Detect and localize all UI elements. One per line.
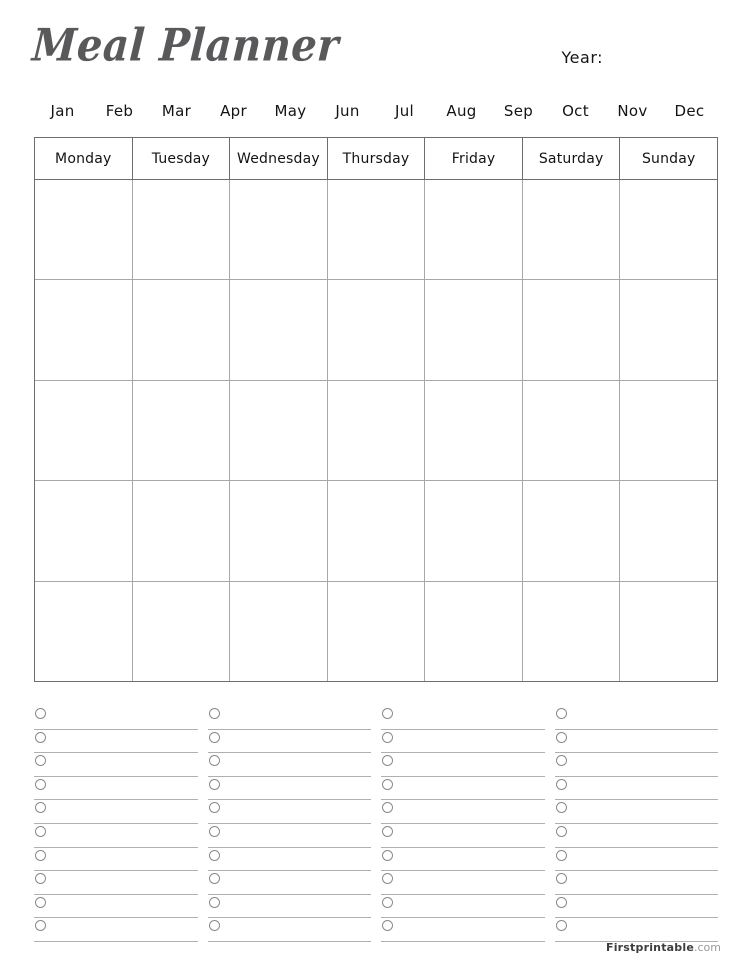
checklist-row	[208, 753, 372, 777]
checklist-row	[208, 871, 372, 895]
checklist-row	[555, 706, 719, 730]
month-jul[interactable]: Jul	[395, 102, 414, 120]
checklist-row	[381, 753, 545, 777]
calendar-day-cell[interactable]	[523, 280, 621, 379]
checkbox-circle-icon[interactable]	[556, 873, 567, 884]
checklist-item-text[interactable]	[401, 848, 545, 862]
page-title: Meal Planner	[30, 19, 341, 72]
calendar-day-cell[interactable]	[133, 180, 231, 279]
checklist-row	[208, 730, 372, 754]
checklist-row	[381, 824, 545, 848]
checkbox-circle-icon[interactable]	[382, 850, 393, 861]
checklist-area	[34, 706, 718, 942]
checklist-row	[34, 730, 198, 754]
checklist-item-text[interactable]	[54, 800, 198, 814]
checklist-item-text[interactable]	[54, 706, 198, 720]
checklist-row	[555, 918, 719, 942]
calendar-day-cell[interactable]	[620, 280, 717, 379]
checklist-item-text[interactable]	[54, 848, 198, 862]
month-jun[interactable]: Jun	[335, 102, 360, 120]
checkbox-circle-icon[interactable]	[209, 755, 220, 766]
checklist-column	[555, 706, 719, 942]
checklist-row	[381, 777, 545, 801]
checkbox-circle-icon[interactable]	[556, 732, 567, 743]
checklist-row	[555, 824, 719, 848]
weekday-header-monday: Monday	[35, 138, 133, 179]
checklist-column	[381, 706, 545, 942]
checkbox-circle-icon[interactable]	[35, 920, 46, 931]
checkbox-circle-icon[interactable]	[209, 732, 220, 743]
calendar-day-cell[interactable]	[620, 381, 717, 480]
calendar-day-cell[interactable]	[620, 481, 717, 580]
month-selector	[34, 96, 718, 126]
checklist-row	[555, 730, 719, 754]
calendar-day-cell[interactable]	[230, 381, 328, 480]
checkbox-circle-icon[interactable]	[209, 897, 220, 908]
checklist-item-text[interactable]	[575, 706, 719, 720]
calendar-header-row	[35, 138, 717, 180]
checklist-row	[34, 777, 198, 801]
checklist-item-text[interactable]	[575, 871, 719, 885]
checklist-row	[381, 848, 545, 872]
checkbox-circle-icon[interactable]	[556, 755, 567, 766]
checklist-item-text[interactable]	[228, 777, 372, 791]
checkbox-circle-icon[interactable]	[209, 802, 220, 813]
checklist-row	[34, 706, 198, 730]
checkbox-circle-icon[interactable]	[209, 920, 220, 931]
weekday-header-thursday: Thursday	[328, 138, 426, 179]
calendar-day-cell[interactable]	[620, 180, 717, 279]
checklist-item-text[interactable]	[54, 918, 198, 932]
weekday-header-sunday: Sunday	[641, 150, 696, 167]
calendar-day-cell[interactable]	[328, 280, 426, 379]
calendar-day-cell[interactable]	[523, 481, 621, 580]
weekday-header-tuesday: Tuesday	[133, 138, 231, 179]
month-feb[interactable]: Feb	[105, 102, 134, 120]
footer-branding	[606, 941, 721, 954]
checklist-item-text[interactable]	[575, 918, 719, 932]
month-oct[interactable]: Oct	[562, 102, 589, 120]
checkbox-circle-icon[interactable]	[209, 826, 220, 837]
calendar-week-row	[35, 481, 717, 581]
calendar-day-cell[interactable]	[425, 180, 523, 279]
calendar-day-cell[interactable]	[35, 180, 133, 279]
checklist-row	[555, 895, 719, 919]
checklist-row	[555, 871, 719, 895]
checklist-column	[208, 706, 372, 942]
checklist-item-text[interactable]	[575, 824, 719, 838]
checklist-row	[555, 800, 719, 824]
checklist-row	[381, 706, 545, 730]
calendar-day-cell[interactable]	[35, 280, 133, 379]
checklist-item-text[interactable]	[401, 871, 545, 885]
calendar-day-cell[interactable]	[425, 481, 523, 580]
calendar-day-cell[interactable]	[328, 381, 426, 480]
calendar-day-cell[interactable]	[620, 582, 717, 681]
checkbox-circle-icon[interactable]	[35, 897, 46, 908]
calendar-day-cell[interactable]	[425, 381, 523, 480]
calendar-week-row	[35, 280, 717, 380]
checklist-column	[34, 706, 198, 942]
month-may[interactable]: May	[274, 102, 307, 120]
calendar-day-cell[interactable]	[35, 381, 133, 480]
checkbox-circle-icon[interactable]	[209, 779, 220, 790]
checkbox-circle-icon[interactable]	[209, 850, 220, 861]
calendar-day-cell[interactable]	[425, 280, 523, 379]
calendar-day-cell[interactable]	[328, 582, 426, 681]
calendar-day-cell[interactable]	[35, 582, 133, 681]
checklist-item-text[interactable]	[401, 706, 545, 720]
checkbox-circle-icon[interactable]	[382, 802, 393, 813]
checkbox-circle-icon[interactable]	[35, 826, 46, 837]
checkbox-circle-icon[interactable]	[382, 779, 393, 790]
year-label: Year:	[561, 48, 603, 67]
checklist-item-text[interactable]	[54, 777, 198, 791]
checkbox-circle-icon[interactable]	[382, 708, 393, 719]
checklist-row	[555, 848, 719, 872]
calendar-day-cell[interactable]	[328, 481, 426, 580]
checklist-item-text[interactable]	[401, 895, 545, 909]
calendar-day-cell[interactable]	[523, 180, 621, 279]
checklist-item-text[interactable]	[54, 730, 198, 744]
checklist-row	[34, 918, 198, 942]
checklist-item-text[interactable]	[575, 777, 719, 791]
checkbox-circle-icon[interactable]	[556, 802, 567, 813]
checklist-item-text[interactable]	[401, 824, 545, 838]
checkbox-circle-icon[interactable]	[35, 850, 46, 861]
calendar-day-cell[interactable]	[230, 582, 328, 681]
checkbox-circle-icon[interactable]	[209, 708, 220, 719]
checkbox-circle-icon[interactable]	[556, 826, 567, 837]
checklist-item-text[interactable]	[228, 800, 372, 814]
calendar-day-cell[interactable]	[230, 481, 328, 580]
checklist-item-text[interactable]	[228, 871, 372, 885]
checklist-item-text[interactable]	[54, 895, 198, 909]
checklist-item-text[interactable]	[228, 753, 372, 767]
brand-tld: .com	[694, 941, 721, 954]
checklist-row	[34, 848, 198, 872]
checklist-row	[555, 753, 719, 777]
calendar-day-cell[interactable]	[133, 582, 231, 681]
checklist-row	[381, 800, 545, 824]
checklist-item-text[interactable]	[401, 730, 545, 744]
checkbox-circle-icon[interactable]	[556, 897, 567, 908]
checklist-row	[381, 730, 545, 754]
checkbox-circle-icon[interactable]	[35, 779, 46, 790]
checklist-item-text[interactable]	[401, 918, 545, 932]
checklist-row	[208, 706, 372, 730]
checklist-row	[555, 777, 719, 801]
month-dec[interactable]: Dec	[674, 102, 705, 120]
checkbox-circle-icon[interactable]	[556, 779, 567, 790]
month-mar[interactable]: Mar	[161, 102, 192, 120]
weekday-header-saturday: Saturday	[523, 138, 621, 179]
checklist-row	[34, 753, 198, 777]
checkbox-circle-icon[interactable]	[556, 708, 567, 719]
checklist-row	[381, 918, 545, 942]
calendar-body	[35, 180, 717, 681]
checklist-item-text[interactable]	[401, 753, 545, 767]
checkbox-circle-icon[interactable]	[382, 920, 393, 931]
checklist-item-text[interactable]	[54, 824, 198, 838]
checkbox-circle-icon[interactable]	[382, 897, 393, 908]
checklist-row	[34, 800, 198, 824]
checkbox-circle-icon[interactable]	[35, 873, 46, 884]
month-apr[interactable]: Apr	[220, 102, 247, 120]
calendar-day-cell[interactable]	[328, 180, 426, 279]
checkbox-circle-icon[interactable]	[556, 920, 567, 931]
checkbox-circle-icon[interactable]	[35, 708, 46, 719]
checklist-item-text[interactable]	[575, 753, 719, 767]
calendar-day-cell[interactable]	[523, 381, 621, 480]
calendar-day-cell[interactable]	[230, 180, 328, 279]
calendar-day-cell[interactable]	[133, 481, 231, 580]
checklist-row	[208, 918, 372, 942]
checklist-item-text[interactable]	[228, 824, 372, 838]
checkbox-circle-icon[interactable]	[209, 873, 220, 884]
checklist-item-text[interactable]	[228, 706, 372, 720]
checklist-item-text[interactable]	[575, 800, 719, 814]
checklist-item-text[interactable]	[575, 730, 719, 744]
page-header	[0, 0, 743, 90]
checklist-item-text[interactable]	[228, 918, 372, 932]
calendar-day-cell[interactable]	[35, 481, 133, 580]
calendar-day-cell[interactable]	[425, 582, 523, 681]
calendar-day-cell[interactable]	[133, 280, 231, 379]
checkbox-circle-icon[interactable]	[35, 755, 46, 766]
calendar-week-row	[35, 180, 717, 280]
checkbox-circle-icon[interactable]	[556, 850, 567, 861]
checklist-row	[208, 848, 372, 872]
weekday-header-friday: Friday	[425, 138, 523, 179]
checklist-row	[208, 777, 372, 801]
month-jan[interactable]: Jan	[50, 102, 75, 120]
brand-name: Firstprintable	[605, 941, 694, 954]
checklist-row	[381, 895, 545, 919]
checkbox-circle-icon[interactable]	[382, 873, 393, 884]
checklist-item-text[interactable]	[575, 848, 719, 862]
month-aug[interactable]: Aug	[446, 102, 477, 120]
checklist-row	[381, 871, 545, 895]
checkbox-circle-icon[interactable]	[382, 732, 393, 743]
checkbox-circle-icon[interactable]	[35, 732, 46, 743]
checklist-item-text[interactable]	[228, 730, 372, 744]
checkbox-circle-icon[interactable]	[382, 755, 393, 766]
checklist-item-text[interactable]	[54, 753, 198, 767]
checklist-item-text[interactable]	[54, 871, 198, 885]
calendar-day-cell[interactable]	[230, 280, 328, 379]
checklist-row	[34, 824, 198, 848]
month-nov[interactable]: Nov	[617, 102, 648, 120]
checklist-item-text[interactable]	[401, 800, 545, 814]
checklist-row	[208, 824, 372, 848]
checklist-row	[208, 895, 372, 919]
calendar-day-cell[interactable]	[133, 381, 231, 480]
checklist-row	[208, 800, 372, 824]
checkbox-circle-icon[interactable]	[382, 826, 393, 837]
checklist-item-text[interactable]	[401, 777, 545, 791]
checkbox-circle-icon[interactable]	[35, 802, 46, 813]
calendar-week-row	[35, 582, 717, 681]
checklist-row	[34, 895, 198, 919]
checklist-item-text[interactable]	[228, 895, 372, 909]
month-sep[interactable]: Sep	[503, 102, 534, 120]
calendar-day-cell[interactable]	[523, 582, 621, 681]
calendar-grid	[34, 137, 718, 682]
checklist-item-text[interactable]	[575, 895, 719, 909]
checklist-item-text[interactable]	[228, 848, 372, 862]
weekday-header-wednesday: Wednesday	[230, 138, 328, 179]
checklist-row	[34, 871, 198, 895]
calendar-week-row	[35, 381, 717, 481]
